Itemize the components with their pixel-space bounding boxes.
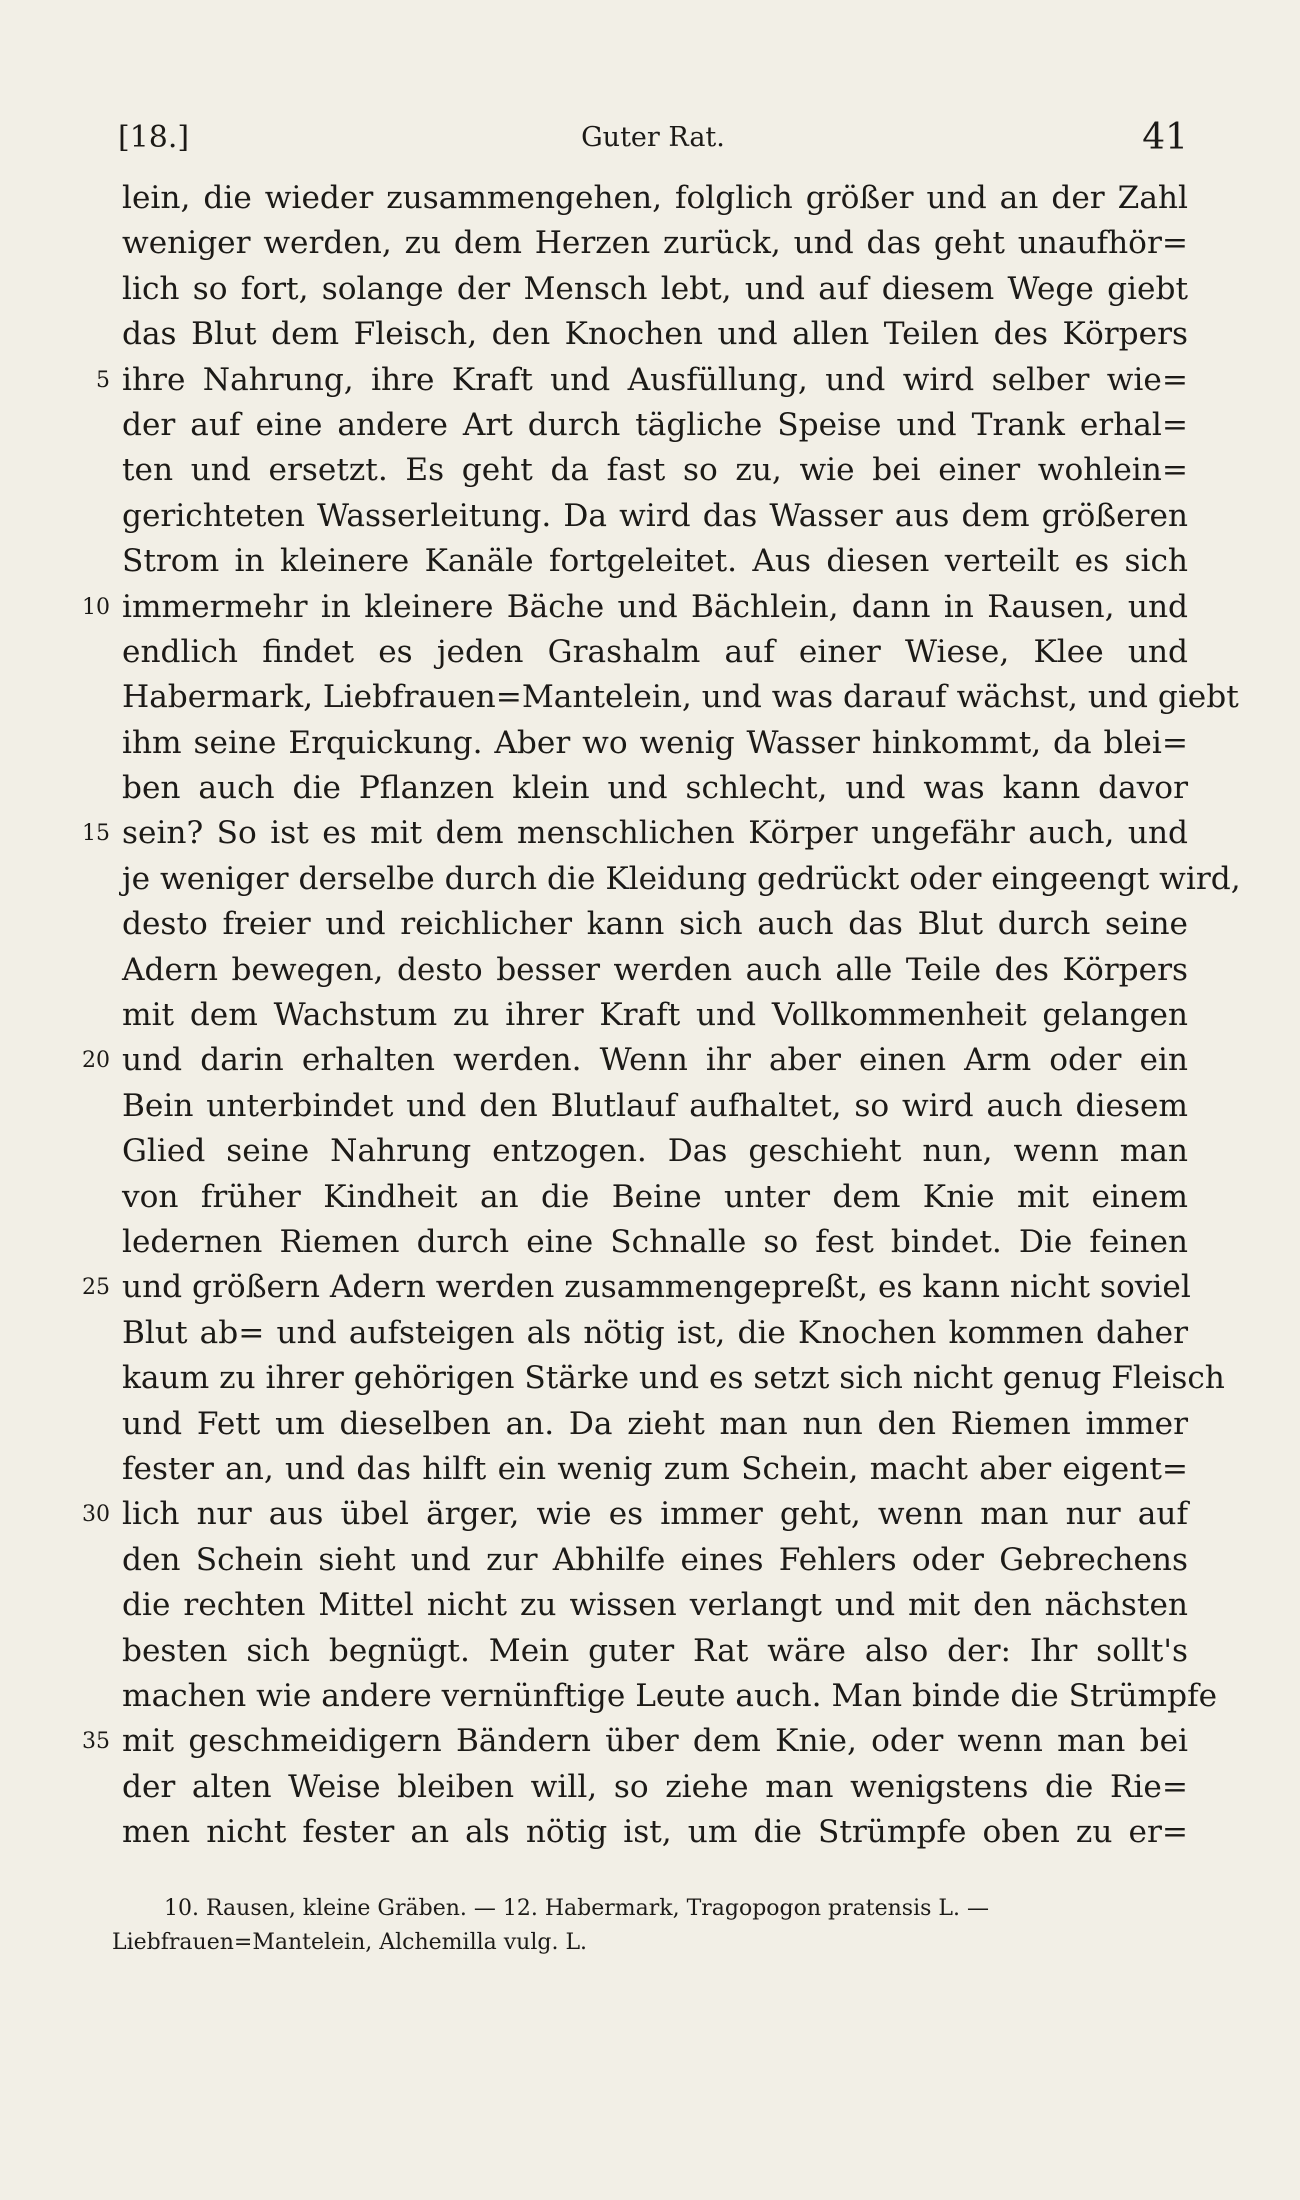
body-text — [82, 176, 1241, 1855]
line-number: 15 — [82, 821, 110, 847]
line-text: endlich findet es jeden Grashalm auf einer Wiese, Klee und — [122, 633, 1188, 670]
line-text: Habermark, Liebfrauen=Mantelein, und was darauf wächst, und giebt — [122, 679, 1239, 716]
line-text: gerichteten Wasserleitung. Da wird das Wasser aus dem größeren — [122, 497, 1188, 534]
line-text: Bein unterbindet und den Blutlauf aufhaltet, so wird auch diesem — [122, 1087, 1188, 1124]
line-number: 5 — [96, 367, 110, 393]
line-text: sein? So ist es mit dem menschlichen Körper ungefähr auch, und — [122, 815, 1188, 852]
line-text: den Schein sieht und zur Abhilfe eines Fehlers oder Gebrechens — [122, 1541, 1188, 1578]
line-text: und darin erhalten werden. Wenn ihr aber einen Arm oder ein — [122, 1042, 1188, 1079]
text-line — [122, 1311, 1188, 1356]
running-title: Guter Rat. — [581, 122, 725, 153]
text-line — [122, 857, 1241, 902]
line-text: ihm seine Erquickung. Aber wo wenig Wasser hinkommt, da blei= — [122, 724, 1188, 761]
text-line — [82, 1719, 1188, 1764]
line-text: und größern Adern werden zusammengepreßt, es kann nicht soviel — [122, 1269, 1191, 1306]
text-line — [122, 221, 1188, 266]
text-line — [82, 1492, 1188, 1537]
text-line — [122, 721, 1188, 766]
text-line — [122, 948, 1188, 993]
text-line — [82, 811, 1188, 856]
text-line — [82, 1265, 1191, 1310]
line-text: von früher Kindheit an die Beine unter dem Knie mit einem — [122, 1178, 1188, 1215]
text-line — [122, 766, 1188, 811]
line-text: Blut ab= und aufsteigen als nötig ist, die Knochen kommen daher — [122, 1314, 1188, 1351]
text-line — [122, 1356, 1225, 1401]
line-text: ten und ersetzt. Es geht da fast so zu, wie bei einer wohlein= — [122, 452, 1188, 489]
footnote-line: Liebfrauen=Mantelein, Alchemilla vulg. L. — [112, 1930, 588, 1955]
line-text: das Blut dem Fleisch, den Knochen und allen Teilen des Körpers — [122, 316, 1188, 353]
text-line — [122, 993, 1188, 1038]
line-number: 25 — [82, 1275, 110, 1301]
line-number: 10 — [82, 594, 110, 620]
line-text: lich nur aus übel ärger, wie es immer geht, wenn man nur auf — [122, 1496, 1188, 1533]
line-text: Strom in kleinere Kanäle fortgeleitet. Aus diesen verteilt es sich — [122, 543, 1188, 580]
line-text: Glied seine Nahrung entzogen. Das geschieht nun, wenn man — [122, 1133, 1188, 1170]
text-line — [122, 1629, 1188, 1674]
footnote-line: 10. Rausen, kleine Gräben. — 12. Habermark, Tragopogon pratensis L. — — [164, 1896, 989, 1921]
line-text: immermehr in kleinere Bäche und Bächlein, dann in Rausen, und — [122, 588, 1188, 625]
line-text: machen wie andere vernünftige Leute auch. Man binde die Strümpfe — [122, 1677, 1218, 1714]
page-number: 41 — [1142, 117, 1188, 158]
line-text: kaum zu ihrer gehörigen Stärke und es setzt sich nicht genug Fleisch — [122, 1360, 1225, 1397]
text-line — [122, 1674, 1218, 1719]
text-line — [122, 1765, 1188, 1810]
text-line — [122, 1129, 1188, 1174]
text-line — [122, 1447, 1188, 1492]
text-line — [122, 494, 1188, 539]
text-line — [122, 1538, 1188, 1583]
line-number: 20 — [82, 1048, 110, 1074]
text-line — [122, 630, 1188, 675]
text-line — [122, 1402, 1188, 1447]
line-text: fester an, und das hilft ein wenig zum Schein, macht aber eigent= — [122, 1450, 1188, 1487]
line-text: desto freier und reichlicher kann sich auch das Blut durch seine — [122, 906, 1188, 943]
text-line — [122, 1220, 1188, 1265]
text-line — [122, 1084, 1188, 1129]
line-text: je weniger derselbe durch die Kleidung gedrückt oder eingeengt wird, — [122, 860, 1241, 897]
text-line — [122, 1810, 1188, 1855]
line-text: Adern bewegen, desto besser werden auch alle Teile des Körpers — [122, 951, 1188, 988]
text-line — [122, 448, 1188, 493]
text-line — [122, 1175, 1188, 1220]
line-text: mit dem Wachstum zu ihrer Kraft und Vollkommenheit gelangen — [122, 997, 1188, 1034]
line-text: lich so fort, solange der Mensch lebt, und auf diesem Wege giebt — [122, 270, 1188, 307]
footnotes — [112, 1892, 1188, 1960]
line-text: der alten Weise bleiben will, so ziehe man wenigstens die Rie= — [122, 1768, 1188, 1805]
section-marker: [18.] — [118, 120, 190, 155]
line-number: 35 — [82, 1729, 110, 1755]
line-text: und Fett um dieselben an. Da zieht man nun den Riemen immer — [122, 1405, 1188, 1442]
line-text: die rechten Mittel nicht zu wissen verlangt und mit den nächsten — [122, 1587, 1188, 1624]
line-text: men nicht fester an als nötig ist, um die Strümpfe oben zu er= — [122, 1814, 1188, 1851]
line-number: 30 — [82, 1502, 110, 1528]
page-header — [118, 108, 1188, 168]
text-line — [122, 176, 1188, 221]
text-line — [122, 539, 1188, 584]
text-line — [96, 358, 1188, 403]
line-text: besten sich begnügt. Mein guter Rat wäre also der: Ihr sollt's — [122, 1632, 1188, 1669]
text-line — [122, 403, 1188, 448]
line-text: ledernen Riemen durch eine Schnalle so fest bindet. Die feinen — [122, 1223, 1188, 1260]
text-line — [122, 312, 1188, 357]
text-line — [122, 1583, 1188, 1628]
text-line — [122, 267, 1188, 312]
line-text: weniger werden, zu dem Herzen zurück, und das geht unaufhör= — [122, 225, 1188, 262]
line-text: ben auch die Pflanzen klein und schlecht, und was kann davor — [122, 770, 1188, 807]
line-text: ihre Nahrung, ihre Kraft und Ausfüllung, und wird selber wie= — [122, 361, 1188, 398]
line-text: lein, die wieder zusammengehen, folglich größer und an der Zahl — [122, 180, 1188, 216]
text-line — [82, 585, 1188, 630]
line-text: der auf eine andere Art durch tägliche Speise und Trank erhal= — [122, 406, 1188, 443]
text-line — [122, 902, 1188, 947]
text-line — [122, 675, 1239, 720]
text-line — [82, 1038, 1188, 1083]
line-text: mit geschmeidigern Bändern über dem Knie, oder wenn man bei — [122, 1723, 1188, 1760]
